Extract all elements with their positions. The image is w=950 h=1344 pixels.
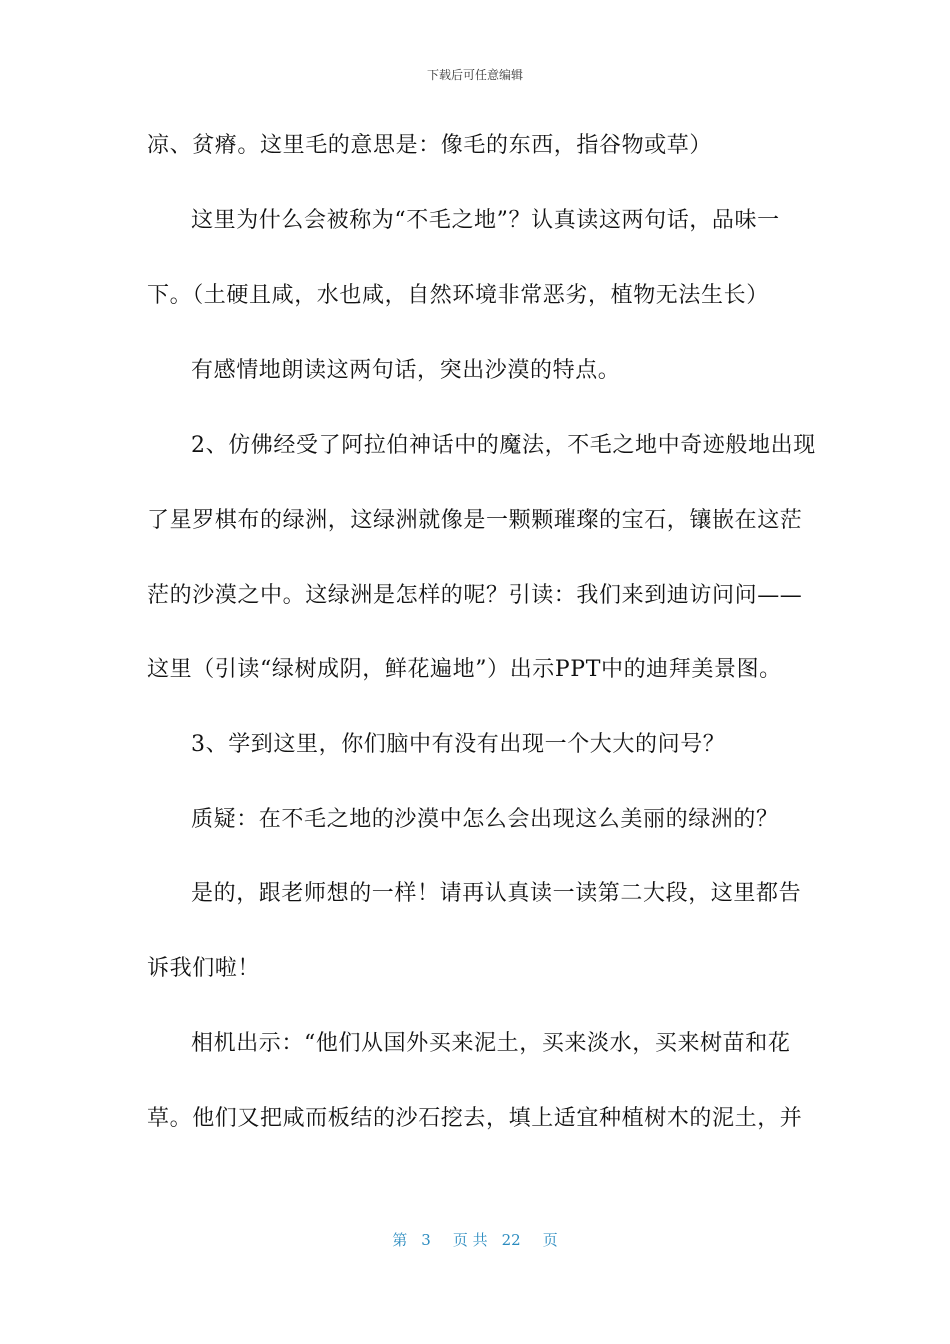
text-line: 下。（土硬且咸，水也咸，自然环境非常恶劣，植物无法生长） bbox=[147, 283, 769, 308]
page-suffix: 页 共 bbox=[452, 1231, 488, 1249]
total-suffix: 页 bbox=[542, 1231, 558, 1249]
text-line: 这里为什么会被称为“不毛之地”？认真读这两句话，品味一 bbox=[191, 208, 780, 233]
text-line: 质疑：在不毛之地的沙漠中怎么会出现这么美丽的绿洲的？ bbox=[191, 807, 779, 832]
page-label: 第 bbox=[392, 1231, 408, 1249]
text-line: 诉我们啦！ bbox=[147, 956, 261, 981]
page-footer bbox=[0, 1229, 950, 1250]
page-number: 3 bbox=[421, 1231, 431, 1249]
text-line: 了星罗棋布的绿洲，这绿洲就像是一颗颗璀璨的宝石，镶嵌在这茫 bbox=[147, 508, 803, 533]
total-pages: 22 bbox=[501, 1231, 521, 1249]
text-line: 这里（引读“绿树成阴，鲜花遍地”）出示PPT中的迪拜美景图。 bbox=[147, 657, 782, 682]
page-header: 下载后可任意编辑 bbox=[426, 68, 523, 82]
text-line: 有感情地朗读这两句话，突出沙漠的特点。 bbox=[191, 358, 621, 383]
text-line: 2、仿佛经受了阿拉伯神话中的魔法，不毛之地中奇迹般地出现 bbox=[191, 433, 816, 458]
text-line: 是的，跟老师想的一样！请再认真读一读第二大段，这里都告 bbox=[191, 881, 802, 906]
text-line: 凉、贫瘠。这里毛的意思是：像毛的东西，指谷物或草） bbox=[147, 133, 713, 158]
text-line: 茫的沙漠之中。这绿洲是怎样的呢？引读：我们来到迪访问问—— bbox=[147, 583, 803, 608]
text-line: 相机出示：“他们从国外买来泥土，买来淡水，买来树苗和花 bbox=[191, 1031, 791, 1056]
text-line: 3、学到这里，你们脑中有没有出现一个大大的问号？ bbox=[191, 732, 726, 757]
text-line: 草。他们又把咸而板结的沙石挖去，填上适宜种植树木的泥土，并 bbox=[147, 1106, 803, 1131]
